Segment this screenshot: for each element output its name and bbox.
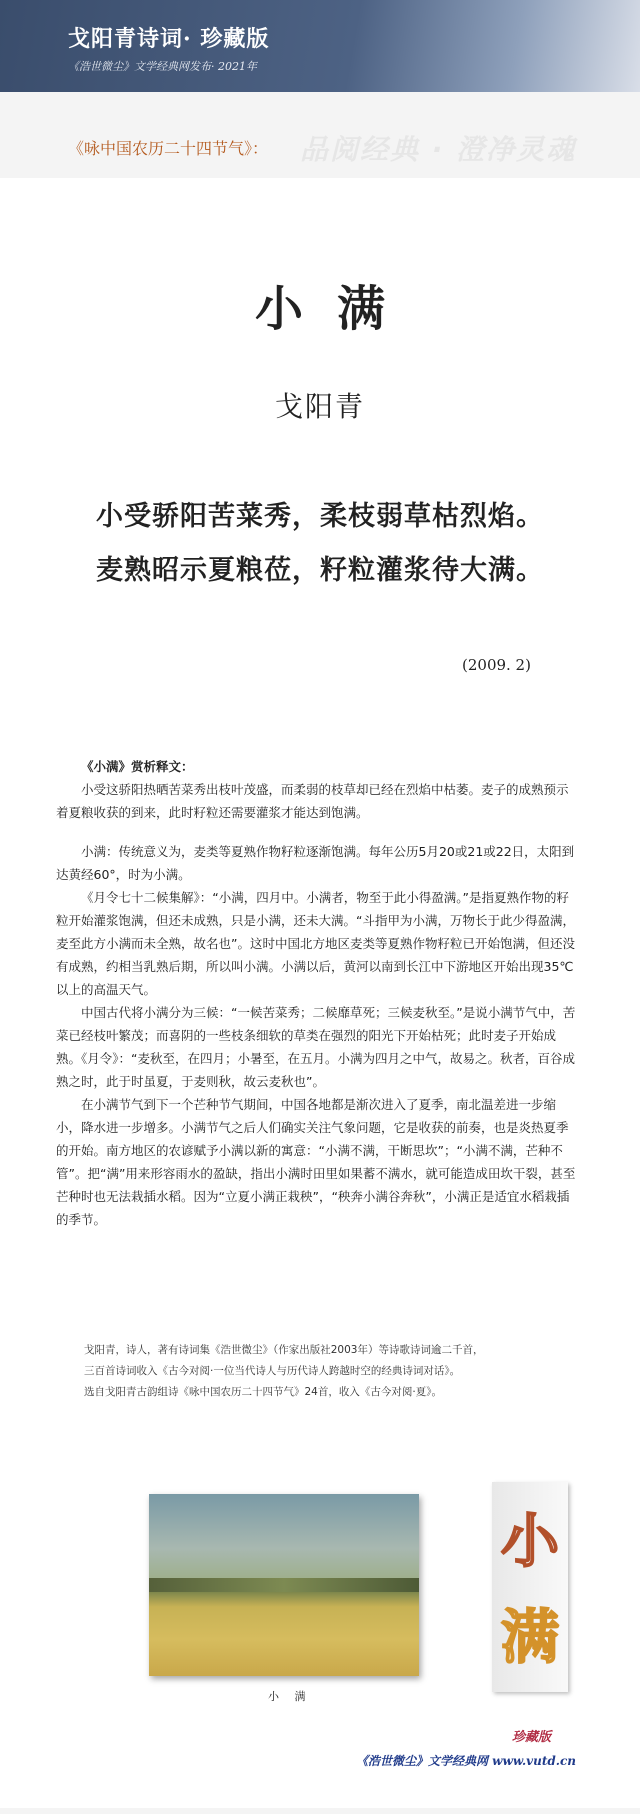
author-note-line: 选自戈阳青古韵组诗《咏中国农历二十四节气》24首，收入《古今对阅·夏》。	[84, 1386, 442, 1398]
author-note-line: 戈阳青，诗人，著有诗词集《浩世微尘》（作家出版社2003年）等诗歌诗词逾二千首，	[84, 1344, 484, 1356]
calligraphy-seal	[492, 1482, 568, 1692]
paragraph-gap	[56, 824, 580, 840]
commentary-heading: 《小满》赏析释文：	[81, 759, 194, 774]
collection-stamp: 珍藏版	[512, 1730, 552, 1745]
poem-title: 小满	[254, 281, 419, 337]
photo-horizon	[149, 1578, 419, 1592]
photo-caption: 小 满	[268, 1690, 312, 1703]
poem-date: (2009. 2)	[462, 656, 531, 674]
commentary-paragraph: 中国古代将小满分为三候：“一候苦菜秀；二候靡草死；三候麦秋至。”是说小满节气中，苦菜已经枝叶繁茂；而喜阴的一些枝条细软的草类在强烈的阳光下开始枯死；此时麦子开始成熟。《月令》：“麦秋至，在四月；小暑至，在五月。小满为四月之中气，故易之。秋者，百谷成熟之时，此于时虽夏，于麦则秋，故云麦秋也”。	[56, 1005, 576, 1089]
poem-line-2: 麦熟昭示夏粮莅，籽粒灌浆待大满。	[96, 555, 544, 586]
seal-char-2: 满	[500, 1603, 559, 1671]
series-label: 《咏中国农历二十四节气》：	[68, 139, 269, 158]
commentary	[56, 755, 580, 1231]
commentary-paragraph: 《月令七十二候集解》：“小满，四月中。小满者，物至于此小得盈满。”是指夏熟作物的籽粒开始灌浆饱满，但还未成熟，只是小满，还未大满。“斗指甲为小满，万物长于此少得盈满，麦至此方小满而未全熟，故名也”。这时中国北方地区麦类等夏熟作物籽粒已开始饱满，但还没有成熟，约相当乳熟后期，所以叫小满。小满以后，黄河以南到长江中下游地区开始出现35℃以上的高温天气。	[56, 890, 575, 997]
site-subtitle: 《浩世微尘》文学经典网发布· 2021年	[68, 60, 257, 73]
poem-author: 戈阳青	[274, 390, 365, 423]
seal-char-1: 小	[500, 1507, 559, 1575]
poem-line-1: 小受骄阳苦菜秀，柔枝弱草枯烈焰。	[96, 501, 544, 532]
header-banner	[0, 0, 640, 92]
commentary-paragraph: 小受这骄阳热晒苦菜秀出枝叶茂盛，而柔弱的枝草却已经在烈焰中枯萎。麦子的成熟预示着夏粮收获的到来，此时籽粒还需要灌浆才能达到饱满。	[56, 782, 569, 820]
commentary-paragraph: 在小满节气到下一个芒种节气期间，中国各地都是渐次进入了夏季，南北温差进一步缩小，降水进一步增多。小满节气之后人们确实关注气象问题，它是收获的前奏，也是炎热夏季的开始。南方地区的农谚赋予小满以新的寓意：“小满不满，干断思坎”；“小满不满，芒种不管”。把“满”用来形容雨水的盈缺，指出小满时田里如果蓄不满水，就可能造成田坎干裂，甚至芒种时也无法栽插水稻。因为“立夏小满正栽秧”，“秧奔小满谷奔秋”，小满正是适宜水稻栽插的季节。	[56, 1097, 576, 1227]
commentary-paragraph: 小满：传统意义为，麦类等夏熟作物籽粒逐渐饱满。每年公历5月20或21或22日，太阳到达黄经60°，时为小满。	[56, 844, 575, 882]
author-note	[84, 1340, 564, 1403]
site-title: 戈阳青诗词· 珍藏版	[68, 26, 270, 52]
watermark-slogan: 品阅经典 · 澄净灵魂	[300, 133, 577, 166]
author-note-line: 三百首诗词收入《古今对阅·一位当代诗人与历代诗人跨越时空的经典诗词对话》。	[84, 1365, 461, 1377]
wheat-field-photo	[149, 1494, 419, 1676]
footer-link[interactable]: 《浩世微尘》文学经典网 www.vutd.cn	[356, 1754, 576, 1768]
